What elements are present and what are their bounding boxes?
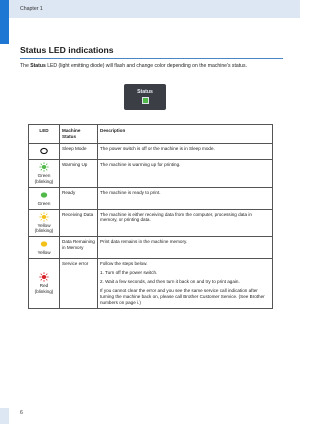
led-off-icon xyxy=(31,146,57,156)
chapter-header-band xyxy=(0,0,300,18)
machine-status-cell: Sleep Mode xyxy=(60,143,98,159)
description-text: The machine is warming up for printing. xyxy=(100,161,181,167)
led-color-label: Yellow xyxy=(37,250,51,256)
table-row xyxy=(29,187,273,209)
description-text: The machine is ready to print. xyxy=(100,189,161,195)
machine-status-cell: Data Remaining in Memory xyxy=(60,237,98,259)
led-state-label: (blinking) xyxy=(34,228,54,234)
title-underline xyxy=(20,58,283,59)
green-led-icon xyxy=(31,190,57,200)
red-blink-led-icon xyxy=(31,272,57,282)
description-text: The machine is either receiving data from the computer, processing data in memory, or printing data. xyxy=(100,211,252,223)
led-cell xyxy=(29,237,60,259)
header-led: LED xyxy=(29,125,60,144)
machine-status-cell: Warming Up xyxy=(60,159,98,187)
led-cell xyxy=(29,143,60,159)
machine-status-cell: Service error xyxy=(60,259,98,308)
chapter-tab-marker xyxy=(0,0,9,44)
led-cell xyxy=(29,159,60,187)
description-cell xyxy=(98,143,273,159)
led-color-label: Green xyxy=(37,200,51,206)
table-row xyxy=(29,237,273,259)
table-row xyxy=(29,209,273,237)
led-state-label: (blinking) xyxy=(34,178,54,184)
led-cell xyxy=(29,259,60,308)
status-panel-label: Status xyxy=(137,89,153,95)
chapter-label: Chapter 1 xyxy=(20,6,43,12)
description-cell xyxy=(98,187,273,209)
page-number: 6 xyxy=(20,410,23,416)
led-color-label: Yellow xyxy=(37,222,51,228)
table-row xyxy=(29,159,273,187)
yellow-led-icon xyxy=(31,239,57,249)
green-blink-led-icon xyxy=(31,162,57,172)
table-row xyxy=(29,259,273,308)
table-row xyxy=(29,143,273,159)
intro-bold-word: Status xyxy=(30,63,46,69)
description-text: 1. Turn off the power switch. xyxy=(100,270,158,276)
led-color-label: Green xyxy=(37,172,51,178)
section-title: Status LED indications xyxy=(20,45,114,55)
machine-status-cell: Receiving Data xyxy=(60,209,98,237)
yellow-blink-led-icon xyxy=(31,212,57,222)
led-cell xyxy=(29,209,60,237)
status-panel-illustration xyxy=(124,84,166,110)
table-header-row xyxy=(29,125,273,144)
description-cell xyxy=(98,259,273,308)
description-text: If you cannot clear the error and you see the same service call indication after turning the machine back on, please call Brother Customer Service. (See Brother numbers on page i.) xyxy=(100,287,265,305)
machine-status-cell: Ready xyxy=(60,187,98,209)
header-machine-status: Machine Status xyxy=(60,125,98,144)
description-text: 2. Wait a few seconds, and then turn it back on and try to print again. xyxy=(100,279,240,285)
led-indication-table xyxy=(28,124,273,309)
description-cell xyxy=(98,209,273,237)
led-color-label: Red xyxy=(39,283,49,289)
led-cell xyxy=(29,187,60,209)
description-cell xyxy=(98,237,273,259)
intro-paragraph: The Status LED (light emitting diode) will flash and change color depending on the machine's status. xyxy=(20,63,247,69)
description-text: The power switch is off or the machine is in Sleep mode. xyxy=(100,145,215,151)
description-text: Follow the steps below. xyxy=(100,261,148,267)
status-led-icon xyxy=(142,97,149,104)
footer-tab-marker xyxy=(0,408,9,424)
led-state-label: (blinking) xyxy=(34,288,54,294)
description-text: Print data remains in the machine memory. xyxy=(100,239,188,245)
intro-text: LED (light emitting diode) will flash and change color depending on the machine's status. xyxy=(45,63,247,69)
description-cell xyxy=(98,159,273,187)
header-description: Description xyxy=(98,125,273,144)
